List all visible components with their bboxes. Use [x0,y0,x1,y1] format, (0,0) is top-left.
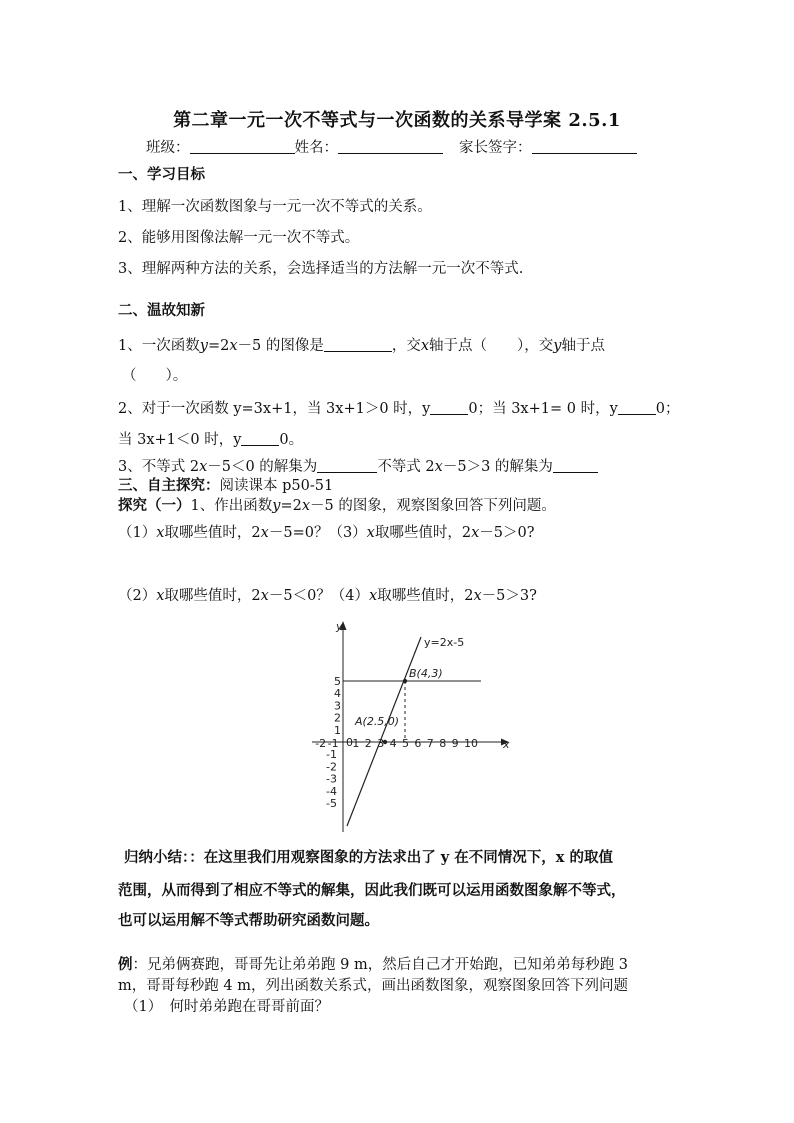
example-text-1: ：兄弟俩赛跑，哥哥先让弟弟跑 9 m，然后自己才开始跑，已知弟弟每秒跑 3 [132,957,629,973]
eq2-a: （2） [118,588,157,604]
x-tick-label: -2 [315,737,327,750]
eq2-e: －5＞3? [481,588,537,604]
eq-e: －5＞0? [479,525,535,541]
eq2-d: 取哪些值时，2 [377,588,474,604]
q3-text-a: 3、不等式 2 [118,459,200,475]
origin-label: 0 [346,736,353,749]
x-tick-label: 7 [426,737,434,750]
page-title: 第二章一元一次不等式与一次函数的关系导学案 2.5.1 [173,110,621,131]
objective-3: 3、理解两种方法的关系，会选择适当的方法解一元一次不等式. [118,261,524,277]
eq-c: －5=0？（3） [268,525,367,541]
q1-text-e: 轴于点（ [429,338,488,354]
review-q1-line2: （ ）。 [122,368,188,384]
x-tick-label: 9 [451,737,459,750]
x-tick-label: 4 [389,737,397,750]
x-tick-label: 5 [402,737,409,750]
point-b-label: B(4,3) [409,667,443,680]
objective-2: 2、能够用图像法解一元一次不等式。 [118,230,360,246]
explore-label: 探究（一） [118,497,191,514]
section2-heading: 二、温故知新 [118,302,205,319]
q3-var-x-2: x [434,459,443,475]
y-tick-label: 2 [334,711,341,725]
parent-label: 家长签字： [459,140,532,156]
example-line-1 [118,955,628,975]
q3-text-d: －5＞3 的解集为 [442,459,553,475]
summary-line-2: 范围，从而得到了相应不等式的解集，因此我们既可以运用函数图象解不等式， [118,882,626,899]
example-line-2: m，哥哥每秒跑 4 m，列出函数关系式，画出函数图象，观察图象回答下列问题 [118,978,628,994]
q3-text-b: －5＜0 的解集为 [207,459,318,475]
objective-1: 1、理解一次函数图象与一元一次不等式的关系。 [118,199,432,215]
eq2-x3: x [369,588,378,604]
class-label: 班级： [146,140,190,156]
y-axis-label: y [336,620,343,633]
x-tick-label: 10 [464,737,478,750]
point-a-label: A(2.5,0) [355,715,400,728]
x-tick-label: 6 [414,737,422,750]
q2-text-e: 0。 [279,432,304,448]
y-tick-label: -5 [326,797,337,810]
example-label: 例 [118,956,133,973]
y-tick-label: -3 [326,772,337,786]
y-tick-label: 1 [334,723,341,737]
eq2-x2: x [260,588,269,604]
eq2-x4: x [473,588,482,604]
explore-text-a: 1、作出函数 [190,498,273,514]
x-tick-label: 8 [439,737,447,750]
eq2-c: －5＜0？（4） [268,588,370,604]
line-label: y=2x-5 [424,636,465,649]
eq-x2: x [260,525,269,541]
q3-text-c: 不等式 2 [377,459,435,475]
q1-text-b: =2 [207,338,230,354]
section1-heading: 一、学习目标 [118,166,205,183]
q2-text-a: 2、对于一次函数 y=3x+1，当 3x+1＞0 时，y [118,401,431,417]
q1-var-y: y [199,338,208,354]
y-tick-label: -2 [326,760,337,774]
x-tick-label: 3 [377,737,385,750]
section3-title: 三、自主探究： [118,477,220,494]
summary-line-1: 归纳小结：：在这里我们用观察图象的方法求出了 y 在不同情况下，x 的取值 [124,849,613,866]
explore-text-c: －5 的图象，观察图象回答下列问题。 [310,498,556,514]
summary-line-3: 也可以运用解不等式帮助研究函数问题。 [118,912,379,929]
q2-text-c: 0； [655,401,680,417]
eq-x3: x [366,525,375,541]
q1-text-g: 轴于点 [561,338,605,354]
q1-text-c: －5 的图像是 [237,338,324,354]
q1-var-y-2: y [553,338,562,354]
q2-text-b: 0；当 3x+1= 0 时，y [468,401,618,417]
y-tick-label: 5 [334,675,341,688]
y-tick-label: -4 [326,784,337,798]
y-tick-label: 4 [334,687,341,701]
q2-text-d: 当 3x+1＜0 时，y [118,432,242,448]
q1-text-d: ，交 [391,338,421,354]
q1-text-a: 1、一次函数 [118,338,200,354]
explore-text-b: =2 [280,498,302,514]
y-tick-label: 3 [334,699,341,713]
q1-var-x: x [229,338,238,354]
point-b-dot [403,679,407,683]
y-tick-label: -1 [326,748,337,762]
line-y-2x-5 [347,637,421,826]
eq-a: （1） [118,525,157,541]
q1-text-f: ），交 [517,338,554,354]
q3-var-x: x [199,459,208,475]
section3-reading: 阅读课本 p50-51 [219,478,334,494]
example-question-1: （1） 何时弟弟跑在哥哥前面？ [124,999,329,1015]
eq2-x1: x [156,588,165,604]
eq-d: 取哪些值时，2 [374,525,472,541]
x-tick-label: 2 [364,737,372,750]
x-tick-label: -1 [327,737,339,750]
explore-var-y: y [272,498,281,514]
x-axis-label: x [503,738,510,751]
eq-b: 取哪些值时，2 [164,525,261,541]
explore-var-x: x [301,498,310,514]
name-label: 姓名： [294,140,338,156]
eq2-b: 取哪些值时，2 [164,588,261,604]
x-tick-label: 1 [352,737,360,750]
eq-x1: x [156,525,165,541]
eq-x4: x [471,525,480,541]
q1-var-x-2: x [420,338,430,354]
